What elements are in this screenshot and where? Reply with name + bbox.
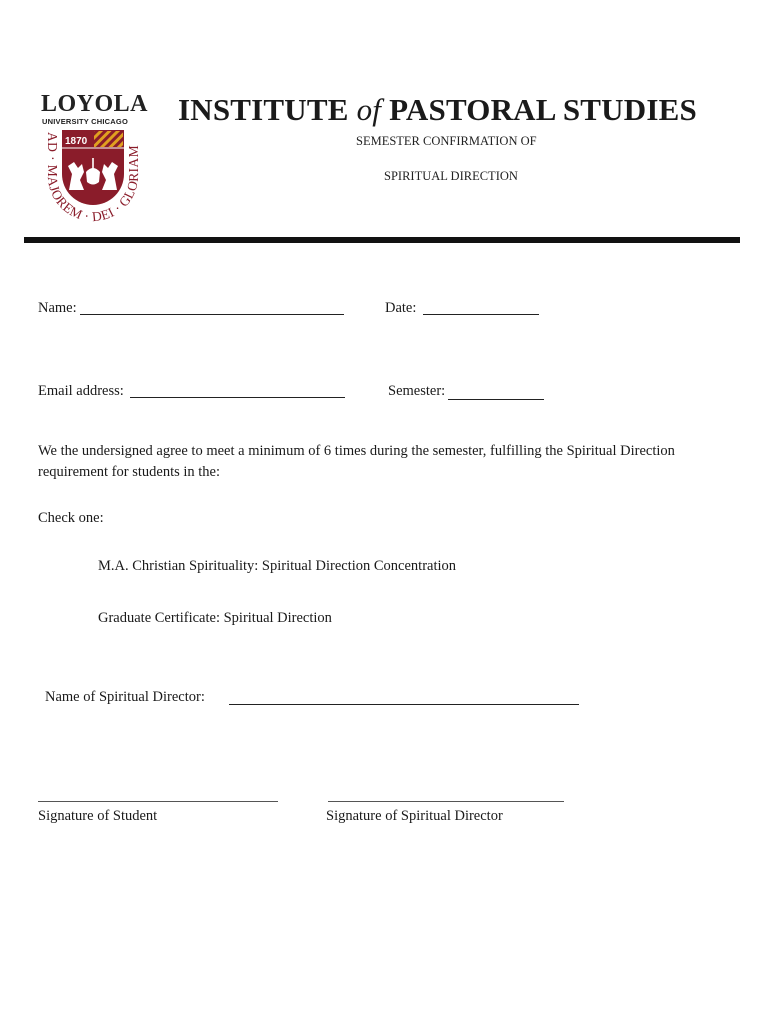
student-signature-label: Signature of Student [38, 808, 158, 824]
date-field[interactable] [423, 314, 539, 315]
semester-field[interactable] [448, 399, 544, 400]
logo-year: 1870 [65, 136, 88, 147]
check-one-label: Check one: [38, 510, 104, 526]
spiritual-director-name-field[interactable] [229, 704, 579, 705]
student-signature-field[interactable] [38, 801, 278, 802]
director-signature-field[interactable] [328, 801, 564, 802]
form-subtitle-line2: SPIRITUAL DIRECTION [384, 169, 518, 183]
spiritual-director-name-label: Name of Spiritual Director: [45, 689, 205, 705]
logo-wordmark: LOYOLA [41, 91, 149, 117]
logo-motto: AD · MAJOREM · DEI · GLORIAM [44, 132, 142, 225]
date-label: Date: [385, 300, 417, 316]
institute-title [178, 92, 697, 128]
loyola-logo [38, 92, 148, 232]
agreement-statement: We the undersigned agree to meet a minimum of 6 times during the semester, fulfilling the Spiritual Direction requirement for students in the: [38, 443, 675, 480]
email-label: Email address: [38, 383, 124, 399]
header-divider [24, 237, 740, 243]
option-ma-christian-spirituality[interactable]: M.A. Christian Spirituality: Spiritual Direction Concentration [98, 558, 457, 574]
director-signature-label: Signature of Spiritual Director [326, 808, 503, 824]
title-of: of [356, 92, 382, 127]
name-label: Name: [38, 300, 77, 316]
name-field[interactable] [80, 314, 344, 315]
semester-label: Semester: [388, 383, 446, 399]
title-part2: PASTORAL STUDIES [389, 92, 697, 127]
logo-submark: UNIVERSITY CHICAGO [42, 117, 128, 126]
form-subtitle-line1: SEMESTER CONFIRMATION OF [356, 134, 537, 148]
university-seal-icon [38, 124, 148, 232]
email-field[interactable] [130, 397, 345, 398]
title-part1: INSTITUTE [178, 92, 349, 127]
option-graduate-certificate[interactable]: Graduate Certificate: Spiritual Direction [98, 610, 332, 626]
